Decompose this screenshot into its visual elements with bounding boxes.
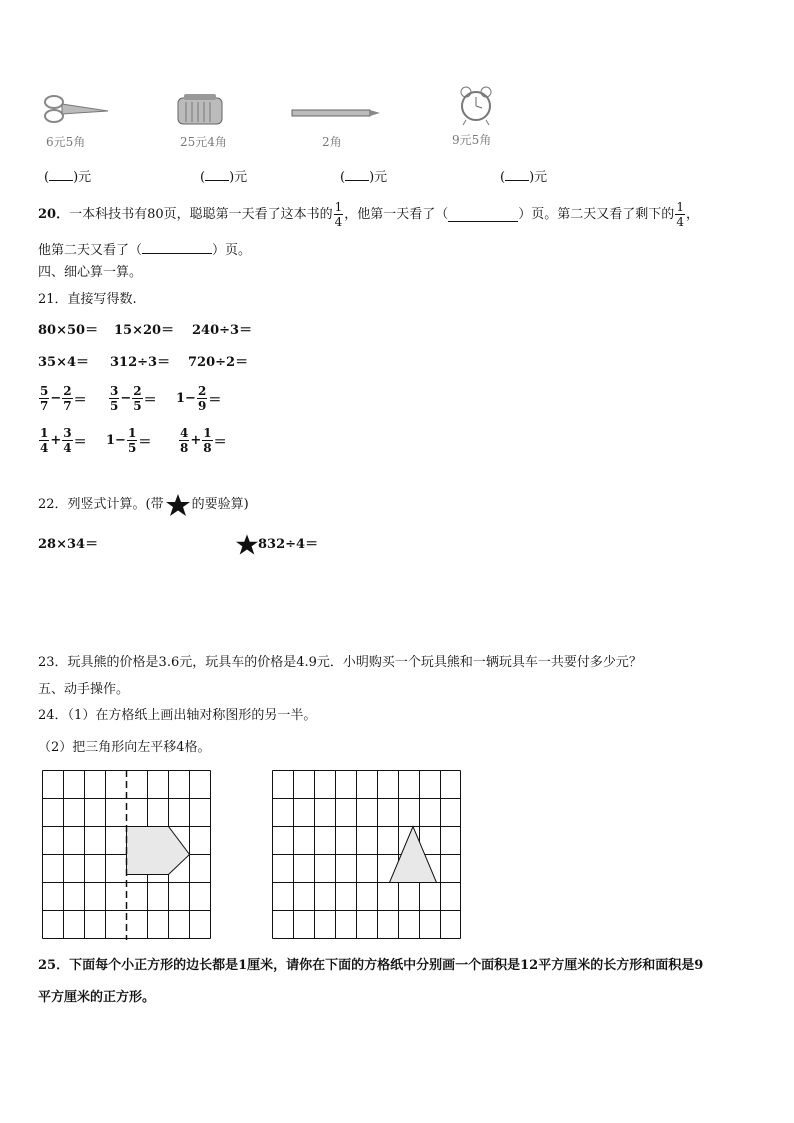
calc-item: 312÷3＝ bbox=[110, 355, 171, 370]
question-22-title: 22．列竖式计算。(带 的要验算) bbox=[38, 494, 249, 516]
calc-item: $\frac{3}{5}$ − $\frac{2}{5}$ ＝ bbox=[110, 384, 157, 413]
calc-item: 1 − $\frac{1}{5}$ ＝ bbox=[106, 426, 152, 455]
question-24-part2: （2）把三角形向左平移4格。 bbox=[38, 740, 211, 755]
calc-item: $\frac{5}{7}$ − $\frac{2}{7}$ ＝ bbox=[40, 384, 87, 413]
question-21-title: 21．直接写得数. bbox=[38, 292, 137, 307]
answer-blank[interactable]: ( )元 bbox=[44, 167, 91, 186]
calc-item: 28×34＝ bbox=[38, 537, 99, 552]
scissors-icon bbox=[40, 92, 112, 126]
calc-item: 240÷3＝ bbox=[192, 323, 253, 338]
calc-item: 1 − $\frac{2}{9}$ ＝ bbox=[176, 384, 222, 413]
alarm-clock-icon bbox=[458, 84, 494, 126]
calc-item: 720÷2＝ bbox=[188, 355, 249, 370]
question-25-line2: 平方厘米的正方形。 bbox=[38, 990, 156, 1005]
item-price: 9元5角 bbox=[452, 133, 492, 147]
question-25-line1: 25．下面每个小正方形的边长都是1厘米，请你在下面的方格纸中分别画一个面积是12平方厘米的长方形和面积是9 bbox=[38, 958, 704, 973]
question-20: 20． 一本科技书有80页，聪聪第一天看了这本书的 $\frac{1}{4}$ ，他第一天看了（ ）页。第二天又看了剩下的 $\frac{1}{4}$ ， bbox=[38, 200, 699, 229]
calc-item: 80×50＝ bbox=[38, 323, 99, 338]
answer-blank[interactable]: ( )元 bbox=[500, 167, 547, 186]
fraction: $\frac{1}{4}$ bbox=[676, 200, 684, 229]
answer-blank[interactable] bbox=[142, 240, 212, 254]
section-title: 四、细心算一算。 bbox=[38, 265, 143, 280]
calc-item: 35×4＝ bbox=[38, 355, 90, 370]
star-icon bbox=[236, 534, 258, 555]
item-price: 25元4角 bbox=[180, 135, 227, 149]
answer-blank[interactable] bbox=[448, 208, 518, 222]
item-price: 6元5角 bbox=[46, 135, 86, 149]
calc-item: $\frac{1}{4}$ + $\frac{3}{4}$ ＝ bbox=[40, 426, 87, 455]
answer-blank[interactable]: ( )元 bbox=[200, 167, 247, 186]
calc-item: 15×20＝ bbox=[114, 323, 175, 338]
answer-blank[interactable]: ( )元 bbox=[340, 167, 387, 186]
calc-item: $\frac{4}{8}$ + $\frac{1}{8}$ ＝ bbox=[180, 426, 227, 455]
question-23: 23．玩具熊的价格是3.6元，玩具车的价格是4.9元．小明购买一个玩具熊和一辆玩具车一共要付多少元？ bbox=[38, 655, 642, 670]
grid-paper-translation[interactable] bbox=[272, 770, 463, 944]
half-shape bbox=[127, 827, 190, 875]
grid-paper-symmetry[interactable] bbox=[42, 770, 213, 944]
pencil-icon bbox=[290, 104, 382, 116]
question-24-part1: 24．（1）在方格纸上画出轴对称图形的另一半。 bbox=[38, 708, 317, 723]
calc-item: 832÷4＝ bbox=[236, 534, 318, 555]
section-title: 五、动手操作。 bbox=[38, 682, 130, 697]
fraction: $\frac{1}{4}$ bbox=[334, 200, 343, 229]
pencil-case-icon bbox=[176, 92, 224, 126]
question-20-line2: 他第二天又看了（ ）页。 bbox=[38, 240, 251, 259]
item-price: 2角 bbox=[322, 135, 342, 149]
star-icon bbox=[166, 494, 190, 516]
